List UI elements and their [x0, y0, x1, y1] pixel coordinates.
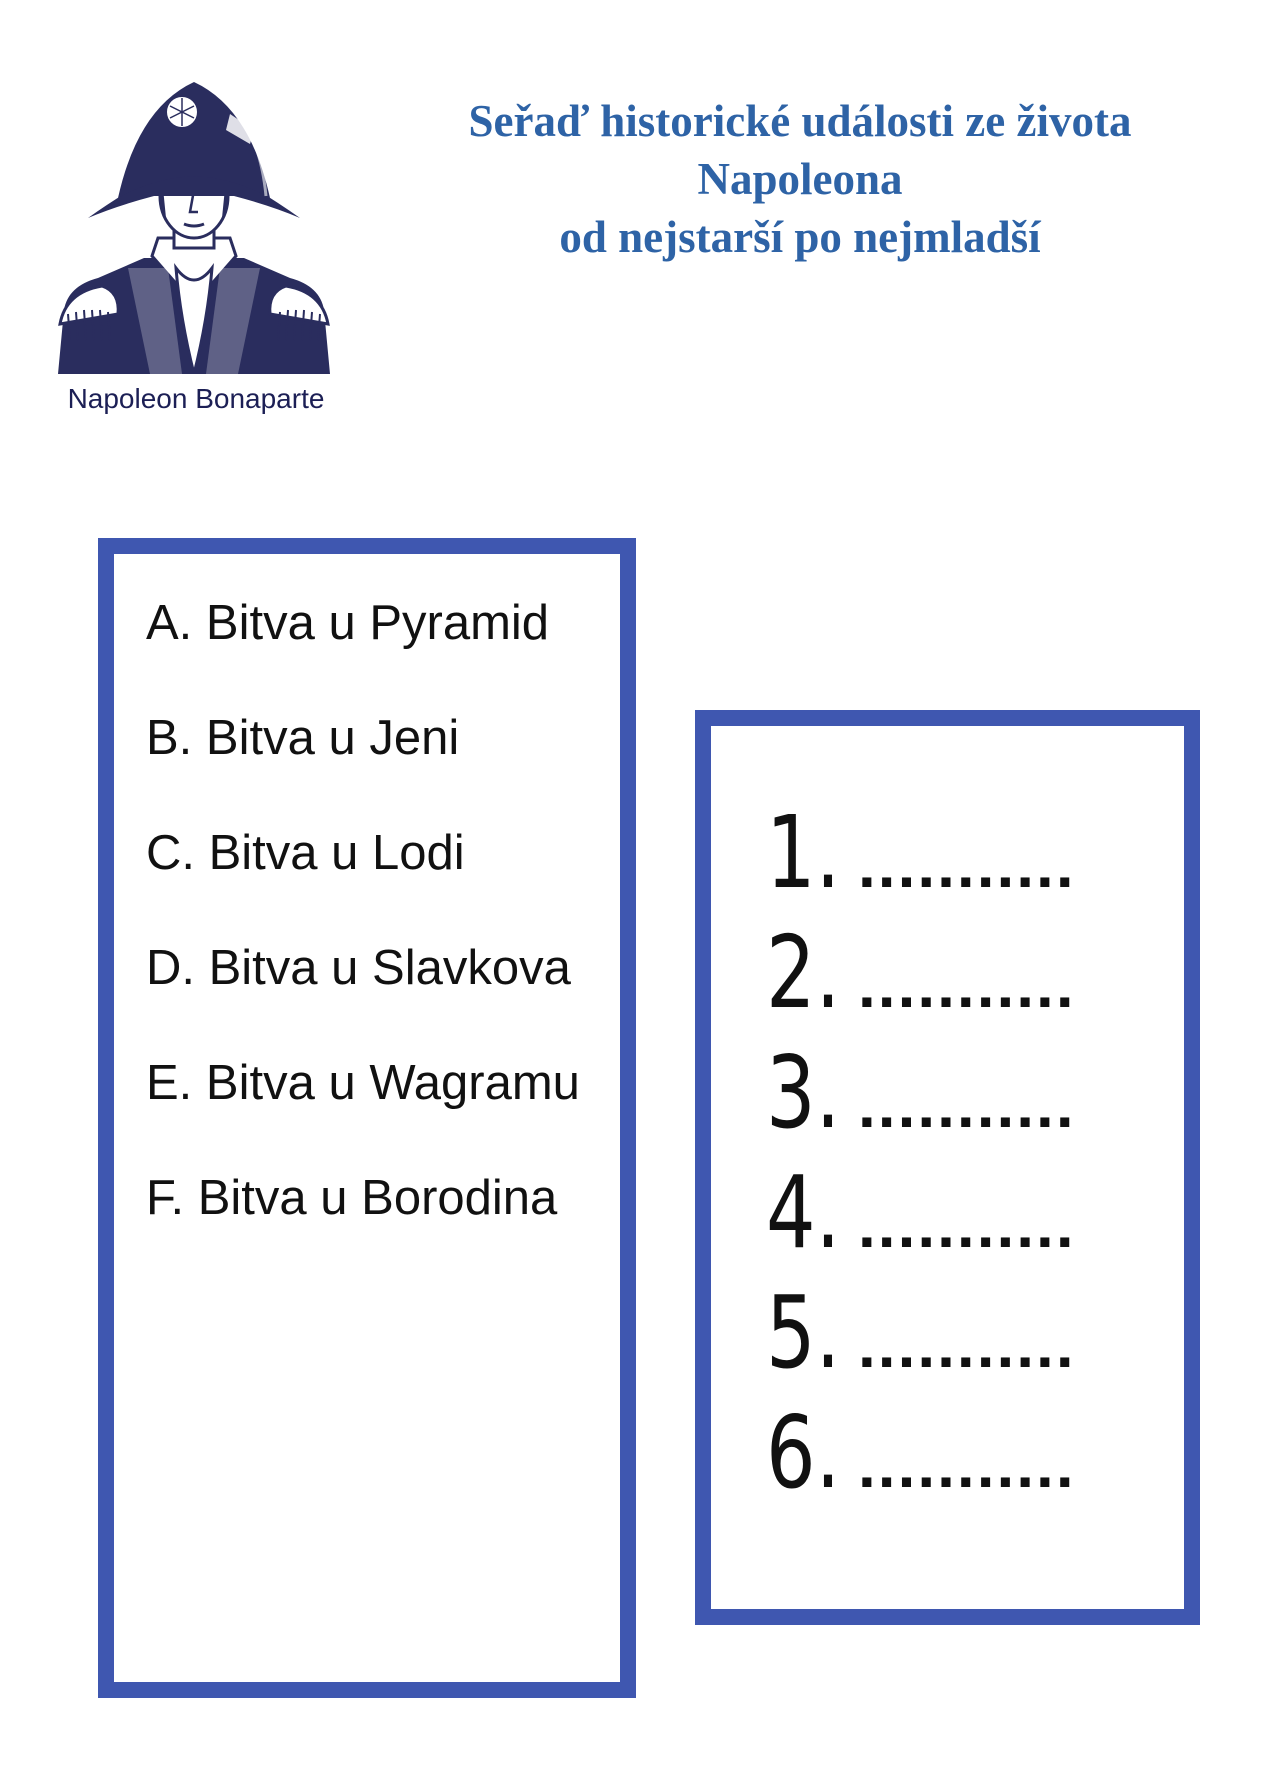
answer-number: 4. — [766, 1154, 841, 1271]
answer-row[interactable] — [766, 1394, 1076, 1518]
option-item: D. Bitva u Slavkova — [146, 941, 571, 995]
answer-row[interactable] — [766, 1034, 1076, 1158]
option-item: F. Bitva u Borodina — [146, 1171, 558, 1225]
answer-number: 6. — [766, 1394, 841, 1511]
title-line: od nejstarší po nejmladší — [559, 212, 1041, 262]
answer-number: 3. — [766, 1034, 841, 1151]
answer-row[interactable] — [766, 914, 1076, 1038]
answer-blank[interactable]: ........... — [858, 829, 1076, 901]
answer-number: 1. — [766, 794, 841, 911]
answer-blank[interactable]: ........... — [858, 1429, 1076, 1501]
answer-blank[interactable]: ........... — [858, 1069, 1076, 1141]
option-item: A. Bitva u Pyramid — [146, 596, 550, 650]
answer-blank[interactable]: ........... — [858, 949, 1076, 1021]
answer-row[interactable] — [766, 1274, 1076, 1398]
answer-row[interactable] — [766, 794, 1076, 918]
answer-blank[interactable]: ........... — [858, 1309, 1076, 1381]
option-item: E. Bitva u Wagramu — [146, 1056, 580, 1110]
option-item: C. Bitva u Lodi — [146, 826, 465, 880]
option-item: B. Bitva u Jeni — [146, 711, 460, 765]
answer-number: 2. — [766, 914, 841, 1031]
answer-blank[interactable]: ........... — [858, 1189, 1076, 1261]
options-list — [146, 592, 580, 1282]
napoleon-portrait — [58, 78, 330, 374]
portrait-caption: Napoleon Bonaparte — [67, 383, 325, 414]
worksheet-title — [410, 92, 1190, 266]
title-line: Napoleona — [697, 154, 903, 204]
answer-number: 5. — [766, 1274, 841, 1391]
title-line: Seřaď historické události ze života — [468, 96, 1132, 146]
answers-list — [766, 794, 1076, 1518]
answer-row[interactable] — [766, 1154, 1076, 1278]
napoleon-illustration — [58, 78, 330, 374]
